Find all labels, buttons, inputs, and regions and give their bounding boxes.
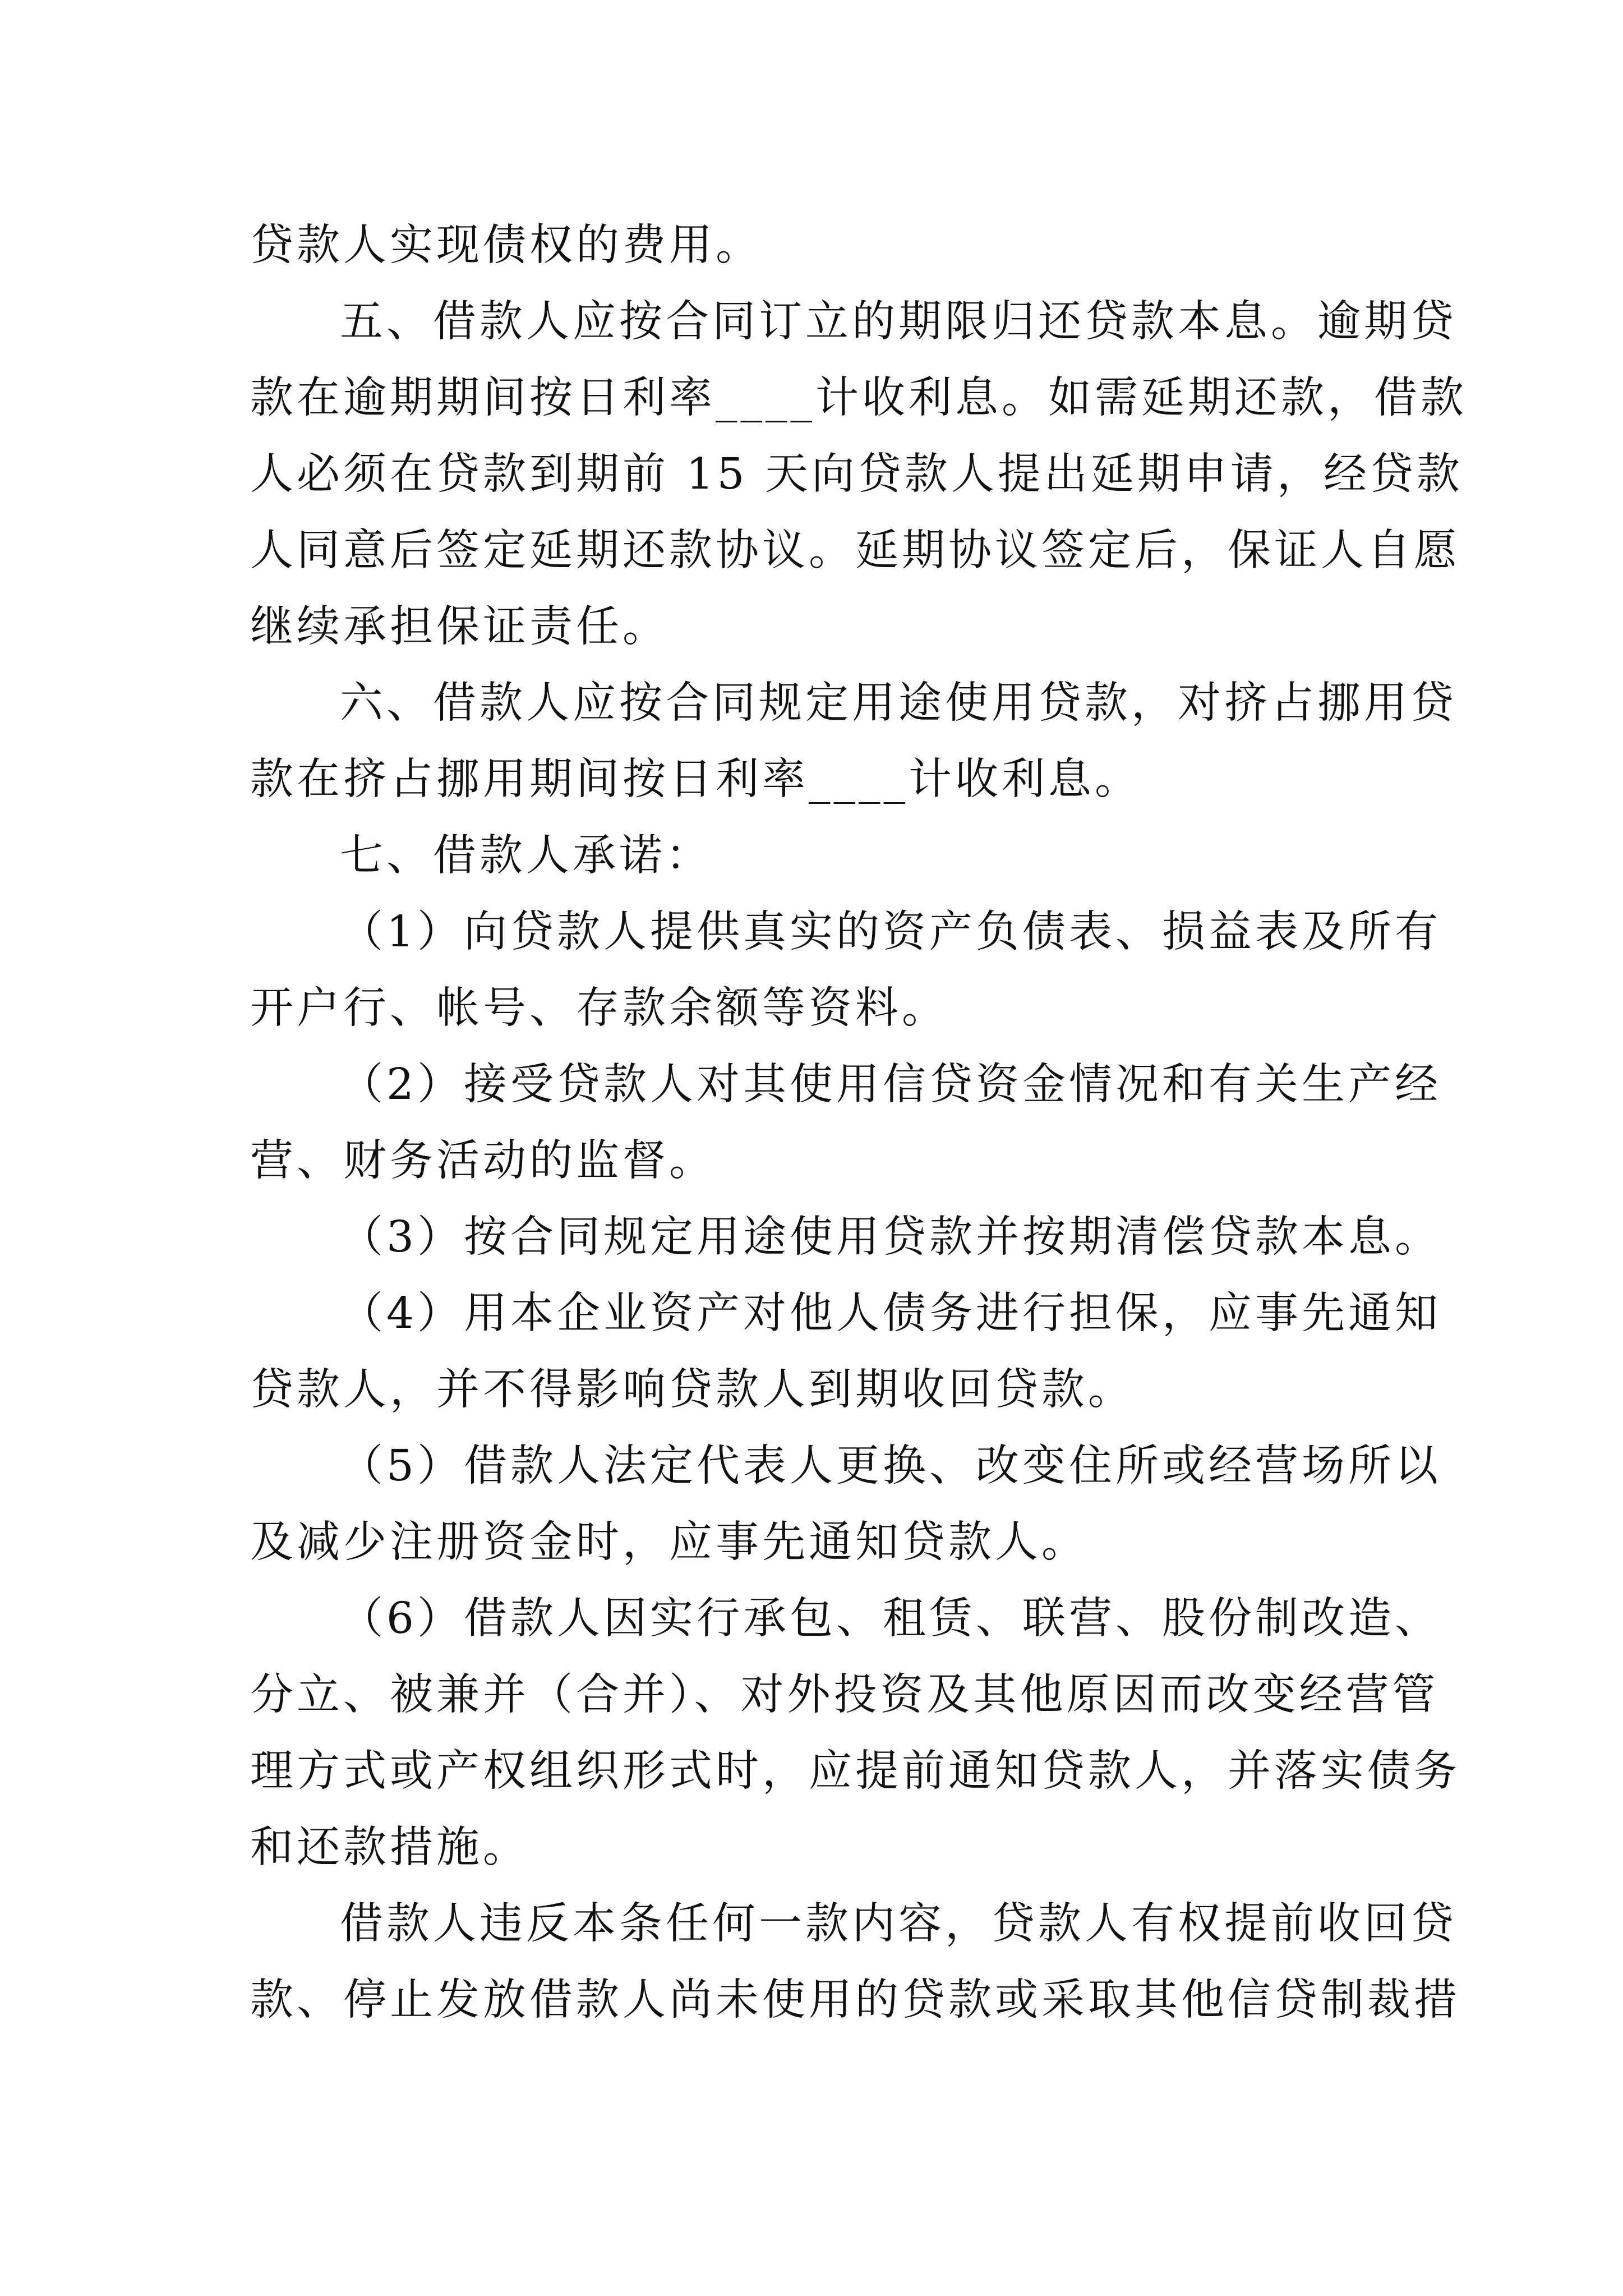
paragraph-item-3 xyxy=(250,1199,1441,1276)
paragraph-item-6 xyxy=(250,1581,1460,1886)
paragraph-breach-clause xyxy=(250,1886,1460,2039)
text-line: 六、借款人应按合同规定用途使用贷款，对挤占挪用贷 xyxy=(340,678,1457,728)
text-line: 借款人违反本条任何一款内容，贷款人有权提前收回贷 xyxy=(340,1899,1457,1949)
paragraph-clause-6 xyxy=(250,665,1457,818)
text-line: （1）向贷款人提供真实的资产负债表、损益表及所有 xyxy=(340,907,1441,957)
text-line: 理方式或产权组织形式时，应提前通知贷款人，并落实债务 xyxy=(250,1746,1460,1796)
text-line: 贷款人，并不得影响贷款人到期收回贷款。 xyxy=(250,1365,1135,1415)
text-line: 及减少注册资金时，应事先通知贷款人。 xyxy=(250,1517,1088,1567)
paragraph-clause-7 xyxy=(250,818,1394,894)
text-line: 和还款措施。 xyxy=(250,1823,529,1872)
text-line: 款、停止发放借款人尚未使用的贷款或采取其他信贷制裁措 xyxy=(250,1975,1460,2025)
paragraph-clause-5 xyxy=(250,284,1467,665)
paragraph-item-4 xyxy=(250,1276,1441,1428)
text-line: 款在逾期期间按日利率____计收利息。如需延期还款，借款 xyxy=(250,373,1467,423)
paragraph-item-1 xyxy=(250,894,1441,1047)
text-line: 营、财务活动的监督。 xyxy=(250,1136,716,1186)
text-line: 继续承担保证责任。 xyxy=(250,602,669,652)
text-line: 人同意后签定延期还款协议。延期协议签定后，保证人自愿 xyxy=(250,526,1460,576)
paragraph-item-2 xyxy=(250,1047,1441,1199)
text-line: 贷款人实现债权的费用。 xyxy=(250,220,762,270)
text-line: 人必须在贷款到期前 15 天向贷款人提出延期申请，经贷款 xyxy=(250,449,1463,499)
paragraph-continuation xyxy=(250,208,1394,284)
text-line: 分立、被兼并（合并）、对外投资及其他原因而改变经营管 xyxy=(250,1670,1439,1720)
text-line: （5）借款人法定代表人更换、改变住所或经营场所以 xyxy=(340,1441,1441,1491)
text-line: （2）接受贷款人对其使用信贷资金情况和有关生产经 xyxy=(340,1060,1441,1110)
text-line: 开户行、帐号、存款余额等资料。 xyxy=(250,983,948,1033)
document-body xyxy=(250,208,1467,2039)
text-line: 七、借款人承诺： xyxy=(340,831,712,881)
text-line: 五、借款人应按合同订立的期限归还贷款本息。逾期贷 xyxy=(340,297,1457,347)
text-line: （4）用本企业资产对他人债务进行担保，应事先通知 xyxy=(340,1289,1441,1338)
text-line: （6）借款人因实行承包、租赁、联营、股份制改造、 xyxy=(340,1594,1441,1644)
paragraph-item-5 xyxy=(250,1428,1441,1581)
text-line: 款在挤占挪用期间按日利率____计收利息。 xyxy=(250,754,1141,804)
text-line: （3）按合同规定用途使用贷款并按期清偿贷款本息。 xyxy=(340,1212,1441,1262)
